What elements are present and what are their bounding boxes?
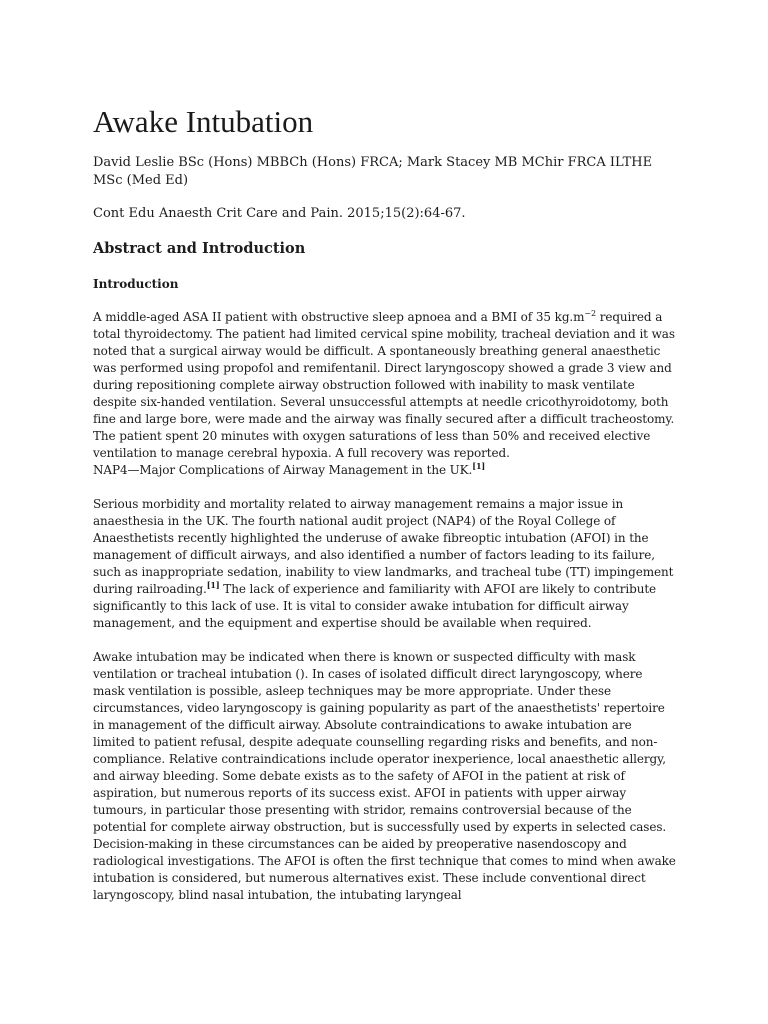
indications-paragraph: Awake intubation may be indicated when there is known or suspected difficulty with mask ventilation or tracheal intubation (). In cases of isolated difficult direct laryngoscopy, where mask ventilation is possible, asleep techniques may be more appropriate. Under these circumstances, video laryngoscopy is gaining popularity as part of the anaesthetists' repertoire in management of the difficult airway. Absolute contraindications to awake intubation are limited to patient refusal, despite adequate counselling regarding risks and benefits, and non-compliance. Relative contraindications include operator inexperience, local anaesthetic allergy, and airway bleeding. Some debate exists as to the safety of AFOI in the patient at risk of aspiration, but numerous reports of its success exist. AFOI in patients with upper airway tumours, in particular those presenting with stridor, remains controversial because of the potential for complete airway obstruction, but is successfully used by experts in selected cases. Decision-making in these circumstances can be aided by preoperative nasendoscopy and radiological investigations. The AFOI is often the first technique that comes to mind when awake intubation is considered, but numerous alternatives exist. These include conventional direct laryngoscopy, blind nasal intubation, the intubating laryngeal <box>93 650 676 902</box>
case-paragraph <box>93 309 677 462</box>
nap4-caption <box>93 462 677 479</box>
article-title: Awake Intubation <box>93 104 314 139</box>
morbidity-paragraph <box>93 496 677 632</box>
section-heading: Abstract and Introduction <box>93 240 306 257</box>
article-body <box>93 309 677 921</box>
morbidity-text-start: Serious morbidity and mortality related to airway management remains a major issue in anaesthesia in the UK. The fourth national audit project (NAP4) of the Royal College of Anaesthetists recently highlighted the underuse of awake fibreoptic intubation (AFOI) in the management of difficult airways, and also identified a number of factors leading to its failure, such as inappropriate sedation, inability to view landmarks, and tracheal tube (TT) impingement during railroading. <box>93 497 674 596</box>
reference-link[interactable]: [1] <box>472 461 486 471</box>
author-list: David Leslie BSc (Hons) MBBCh (Hons) FRCA; Mark Stacey MB MChir FRCA ILTHE MSc (Med Ed) <box>93 155 653 188</box>
subsection-heading: Introduction <box>93 277 179 291</box>
case-text-end: required a total thyroidectomy. The patient had limited cervical spine mobility, tracheal deviation and it was noted that a surgical airway would be difficult. A spontaneously breathing general anaesthetic was performed using propofol and remifentanil. Direct laryngoscopy showed a grade 3 view and during repositioning complete airway obstruction followed with inability to mask ventilate despite six-handed ventilation. Several unsuccessful attempts at needle cricothyroidotomy, both fine and large bore, were made and the airway was finally secured after a difficult tracheostomy. The patient spent 20 minutes with oxygen saturations of less than 50% and received elective ventilation to manage cerebral hypoxia. A full recovery was reported. <box>93 310 675 460</box>
unit-exponent: −2 <box>584 309 596 318</box>
reference-link[interactable]: [1] <box>206 580 220 590</box>
nap4-caption-text: NAP4—Major Complications of Airway Management in the UK. <box>93 463 473 477</box>
journal-citation: Cont Edu Anaesth Crit Care and Pain. 2015;15(2):64-67. <box>93 206 466 221</box>
case-text-start: A middle-aged ASA II patient with obstructive sleep apnoea and a BMI of 35 kg.m <box>93 310 585 324</box>
morbidity-text-end: The lack of experience and familiarity with AFOI are likely to contribute significantly to this lack of use. It is vital to consider awake intubation for difficult airway management, and the equipment and expertise should be available when required. <box>93 582 657 630</box>
